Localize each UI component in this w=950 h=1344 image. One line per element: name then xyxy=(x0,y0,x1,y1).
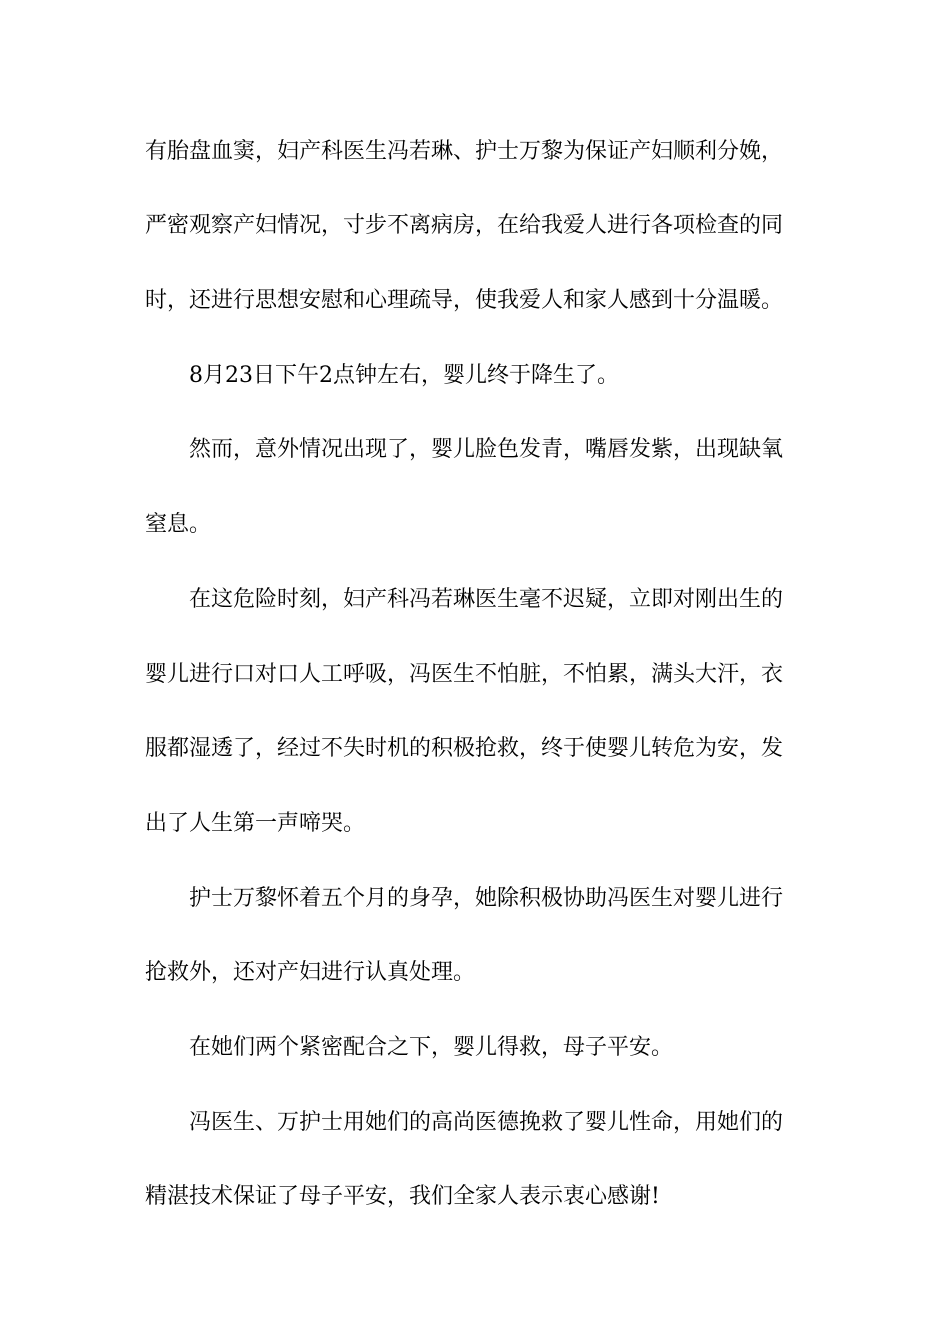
text-line-9: 服都湿透了，经过不失时机的积极抢救，终于使婴儿转危为安，发 xyxy=(145,736,784,761)
text-line-12: 抢救外，还对产妇进行认真处理。 xyxy=(145,960,476,985)
text-line-8: 婴儿进行口对口人工呼吸，冯医生不怕脏，不怕累，满头大汗，衣 xyxy=(145,662,784,687)
text-line-15: 精湛技术保证了母子平安，我们全家人表示衷心感谢! xyxy=(145,1184,660,1209)
text-line-2: 严密观察产妇情况，寸步不离病房，在给我爱人进行各项检查的同 xyxy=(145,213,784,238)
text-line-7: 在这危险时刻，妇产科冯若琳医生毫不迟疑，立即对刚出生的 xyxy=(189,587,784,612)
text-line-3: 时，还进行思想安慰和心理疏导，使我爱人和家人感到十分温暖。 xyxy=(145,288,784,313)
text-line-4: 8月23日下午2点钟左右，婴儿终于降生了。 xyxy=(189,363,619,388)
text-line-13: 在她们两个紧密配合之下，婴儿得救，母子平安。 xyxy=(189,1035,674,1060)
text-line-1: 有胎盘血窦，妇产科医生冯若琳、护士万黎为保证产妇顺利分娩， xyxy=(145,139,784,164)
text-line-14: 冯医生、万护士用她们的高尚医德挽救了婴儿性命，用她们的 xyxy=(189,1110,784,1135)
text-line-6: 窒息。 xyxy=(145,512,212,537)
text-line-10: 出了人生第一声啼哭。 xyxy=(145,811,366,836)
text-line-11: 护士万黎怀着五个月的身孕，她除积极协助冯医生对婴儿进行 xyxy=(189,886,784,911)
text-line-5: 然而，意外情况出现了，婴儿脸色发青，嘴唇发紫，出现缺氧 xyxy=(189,437,784,462)
